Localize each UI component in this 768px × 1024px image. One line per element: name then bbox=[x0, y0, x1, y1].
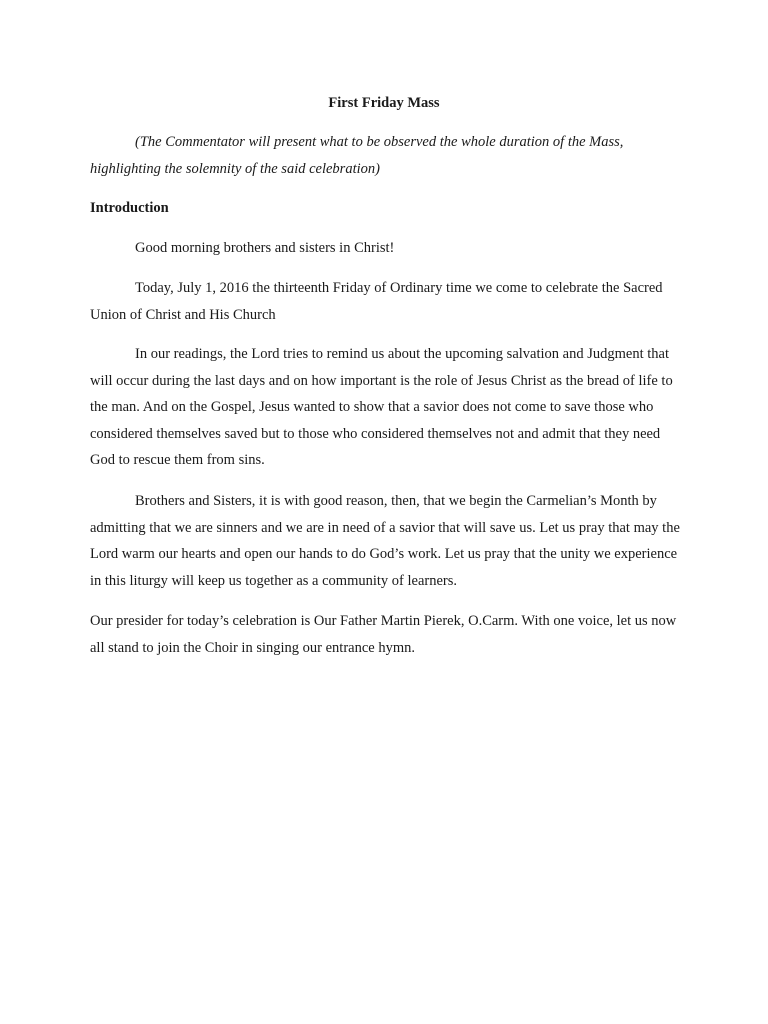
paragraph-brothers-and-sisters: Brothers and Sisters, it is with good reason, then, that we begin the Carmelian’s Month by admitting that we are sinners and we are in need of a savior that will save us. Let us pray that may the Lord warm our hearts and open our hands to do God’s work. Let us pray that the unity we experience in this liturgy will keep us together as a community of learners. bbox=[90, 493, 680, 589]
commentator-note: (The Commentator will present what to be observed the whole duration of the Mass, highlighting the solemnity of the said celebration) bbox=[90, 134, 624, 177]
section-heading-introduction: Introduction bbox=[90, 200, 169, 216]
paragraph-today: Today, July 1, 2016 the thirteenth Friday of Ordinary time we come to celebrate the Sacred Union of Christ and His Church bbox=[90, 280, 663, 323]
document-title: First Friday Mass bbox=[328, 95, 440, 111]
paragraph-readings: In our readings, the Lord tries to remind us about the upcoming salvation and Judgment that will occur during the last days and on how important is the role of Jesus Christ as the bread of life to the man. And on the Gospel, Jesus wanted to show that a savior does not come to save those who considered themselves saved but to those who considered themselves not and admit that they need God to rescue them from sins. bbox=[90, 346, 673, 469]
paragraph-greeting: Good morning brothers and sisters in Christ! bbox=[135, 240, 395, 256]
paragraph-presider: Our presider for today’s celebration is Our Father Martin Pierek, O.Carm. With one voice, let us now all stand to join the Choir in singing our entrance hymn. bbox=[90, 613, 677, 656]
